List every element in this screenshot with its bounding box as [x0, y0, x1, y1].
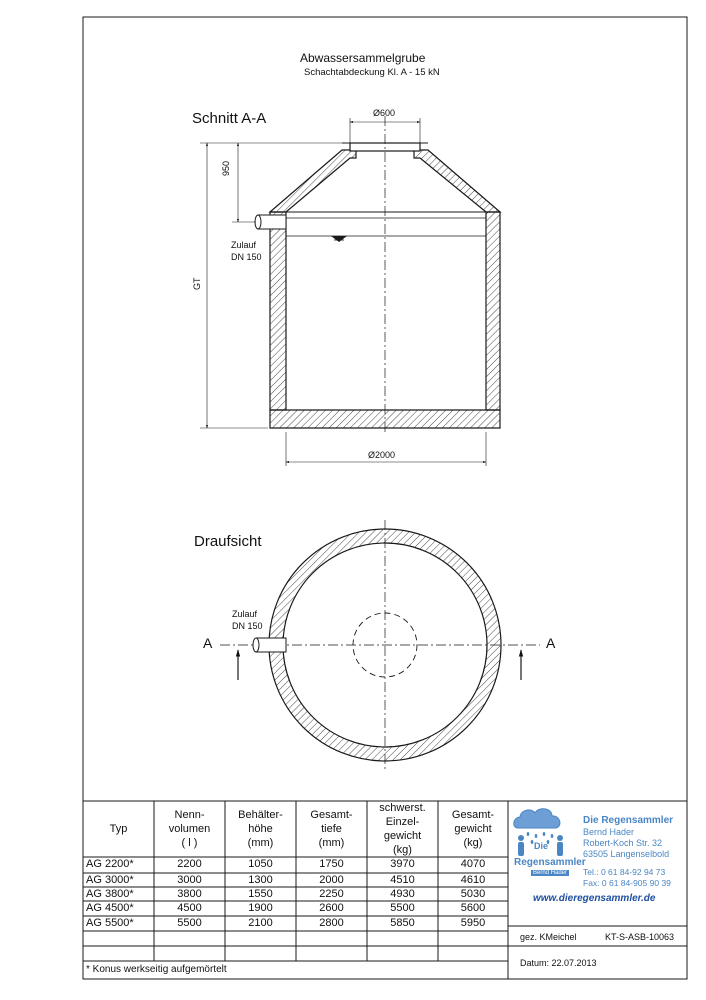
table-cell: 2800 [319, 917, 344, 929]
top-view-title: Draufsicht [194, 533, 262, 550]
table-header-line: Nenn- [174, 809, 205, 821]
drawing-number: KT-S-ASB-10063 [605, 932, 675, 942]
table-header-line: Gesamt- [451, 809, 495, 821]
table-header-line: schwerst. [379, 802, 426, 814]
table-header-line: höhe [248, 823, 273, 835]
table-cell: 1750 [319, 858, 344, 870]
logo-text-die: Die [534, 841, 549, 851]
table-cell: 5500 [390, 902, 415, 914]
inlet-label-line1: Zulauf [231, 240, 257, 250]
logo-text-regensammler: Regensammler [514, 857, 586, 868]
section-title: Schnitt A-A [192, 110, 267, 127]
drawing-date: Datum: 22.07.2013 [520, 958, 597, 968]
dim-depth-label: GT [192, 277, 202, 290]
logo-text-owner: Bernd Hader [533, 870, 568, 876]
table-cell: 5500 [177, 917, 202, 929]
table-cell: 1550 [248, 888, 273, 900]
table-header-cell [225, 808, 296, 850]
table-cell: 1050 [248, 858, 273, 870]
table-cell: 5850 [390, 917, 415, 929]
section-view [200, 116, 500, 466]
table-cell: AG 4500* [86, 902, 134, 914]
company-street: Robert-Koch Str. 32 [583, 838, 663, 848]
inlet-pipe-top [256, 638, 286, 652]
table-header-line: (kg) [393, 844, 412, 856]
table-cell: AG 5500* [86, 917, 134, 929]
table-header-cell [83, 822, 154, 836]
company-fax: Fax: 0 61 84-905 90 39 [583, 878, 671, 888]
table-cell: 4070 [460, 858, 486, 870]
table-cell: 3970 [390, 858, 415, 870]
cloud-icon [514, 809, 560, 828]
table-cell: 2600 [319, 902, 344, 914]
table-header-line: Einzel- [385, 816, 420, 828]
table-header-line: gewicht [454, 823, 492, 835]
company-tel: Tel.: 0 61 84-92 94 73 [583, 867, 666, 877]
table-footnote: * Konus werkseitig aufgemörtelt [86, 964, 227, 975]
table-header-cell [438, 808, 508, 850]
table-header-line: tiefe [321, 823, 342, 835]
table-header-line: Gesamt- [310, 809, 353, 821]
dim-diameter-label: Ø2000 [368, 450, 396, 460]
table-header-line: (kg) [463, 837, 483, 849]
company-website: www.dieregensammler.de [533, 893, 656, 904]
drawing-title: Abwassersammelgrube [300, 51, 426, 65]
left-wall [270, 212, 286, 410]
table-cell: 2000 [319, 874, 344, 886]
inlet-label-line2: DN 150 [231, 252, 262, 262]
table-header-line: (mm) [318, 837, 345, 849]
section-marker-left: A [203, 635, 213, 651]
cone-right [414, 150, 500, 212]
table-header-cell [367, 801, 438, 857]
inlet-label-top-line2: DN 150 [232, 621, 263, 631]
table-cell: 5030 [460, 888, 486, 900]
table-cell: 3000 [177, 874, 202, 886]
table-cell: AG 2200* [86, 858, 134, 870]
table-cell: 4610 [460, 874, 486, 886]
right-wall [486, 212, 500, 410]
table-cell: 4930 [390, 888, 415, 900]
table-cell: 1300 [248, 874, 273, 886]
dim-opening-label: Ø600 [373, 108, 396, 118]
table-cell: 2100 [248, 917, 273, 929]
table-cell: 4510 [390, 874, 415, 886]
company-person: Bernd Hader [583, 827, 635, 837]
inlet-label-top-line1: Zulauf [232, 609, 258, 619]
table-cell: 5950 [460, 917, 486, 929]
table-header-line: ( l ) [181, 837, 198, 849]
table-header-line: gewicht [383, 830, 422, 842]
table-cell: 2200 [177, 858, 202, 870]
table-cell: 4500 [177, 902, 202, 914]
section-marker-right: A [546, 635, 556, 651]
table-header-cell [154, 808, 225, 850]
inlet-pipe-section [258, 215, 286, 229]
table-cell: 3800 [177, 888, 202, 900]
table-header-line: (mm) [247, 837, 274, 849]
cone-left [270, 150, 356, 212]
table-header-line: volumen [168, 823, 211, 835]
company-city: 63505 Langenselbold [583, 849, 670, 859]
table-cell: AG 3000* [86, 874, 134, 886]
company-name: Die Regensammler [583, 815, 674, 826]
drawing-subtitle: Schachtabdeckung Kl. A - 15 kN [304, 67, 440, 78]
table-header-line: Behälter- [238, 809, 283, 821]
top-view [220, 520, 540, 770]
table-header-line: Typ [109, 823, 128, 835]
drawn-by: gez. KMeichel [520, 932, 577, 942]
table-cell: 5600 [460, 902, 486, 914]
table-cell: 2250 [319, 888, 344, 900]
table-cell: AG 3800* [86, 888, 134, 900]
table-cell: 1900 [248, 902, 273, 914]
dim-cone-height-label: 950 [221, 160, 231, 176]
table-header-cell [296, 808, 367, 850]
